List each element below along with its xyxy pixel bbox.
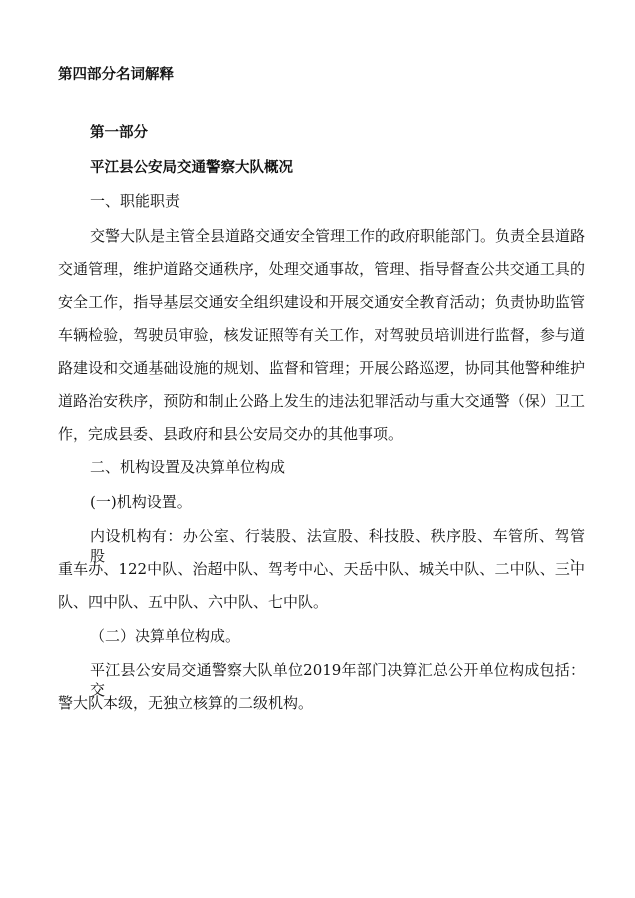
- paragraph-line: 交通管理，维护道路交通秩序，处理交通事故，管理、指导督查公共交通工具的: [58, 260, 585, 278]
- heading-structure: 二、机构设置及决算单位构成: [90, 458, 286, 476]
- paragraph-line: 平江县公安局交通警察大队单位2019年部门决算汇总公开单位构成包括：交: [90, 661, 585, 699]
- paragraph-line: 安全工作，指导基层交通安全组织建设和开展交通安全教育活动；负责协助监管: [58, 293, 585, 311]
- paragraph-line: 队、四中队、五中队、六中队、七中队。: [58, 593, 329, 611]
- paragraph-line: 道路治安秩序，预防和制止公路上发生的违法犯罪活动与重大交通警（保）卫工: [58, 392, 585, 410]
- paragraph-line: 内设机构有：办公室、行装股、法宣股、科技股、秩序股、车管所、驾管股、: [90, 527, 585, 565]
- paragraph-line: 交警大队是主管全县道路交通安全管理工作的政府职能部门。负责全县道路: [90, 227, 586, 245]
- paragraph-line: 作，完成县委、县政府和县公安局交办的其他事项。: [58, 425, 404, 443]
- heading-duties: 一、职能职责: [90, 192, 181, 210]
- paragraph-line: 警大队本级，无独立核算的二级机构。: [58, 694, 314, 712]
- org-heading: 平江县公安局交通警察大队概况: [90, 160, 293, 176]
- paragraph-line: 路建设和交通基础设施的规划、监督和管理；开展公路巡逻，协同其他警种维护: [58, 359, 585, 377]
- paragraph-line: 车辆检验，驾驶员审验，核发证照等有关工作，对驾驶员培训进行监督，参与道: [58, 326, 585, 344]
- section-title: 第四部分名词解释: [58, 67, 174, 83]
- subheading-units: （二）决算单位构成。: [90, 627, 241, 645]
- part-heading: 第一部分: [90, 125, 148, 141]
- subheading-institutions: (一)机构设置。: [90, 493, 192, 511]
- paragraph-line: 重车办、122中队、治超中队、驾考中心、天岳中队、城关中队、二中队、三中: [58, 560, 585, 578]
